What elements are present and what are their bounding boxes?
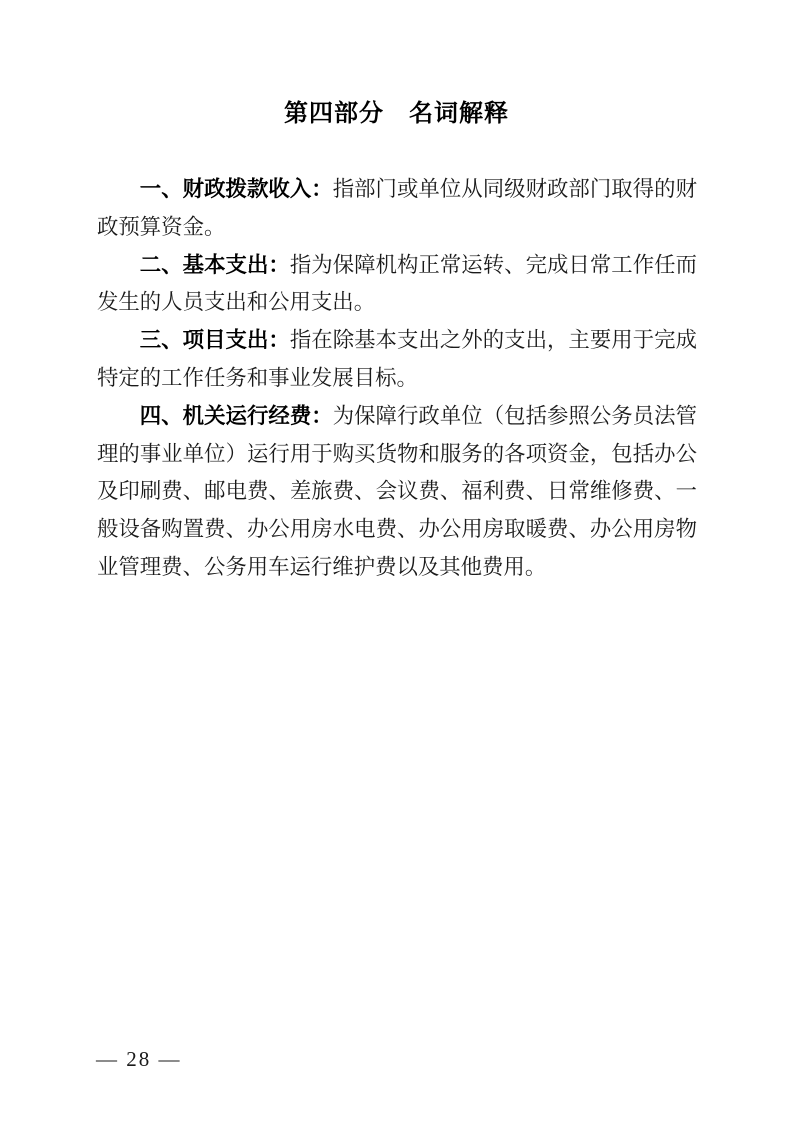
document-body (97, 171, 697, 587)
term-definition-agency-operating-expenses: 为保障行政单位（包括参照公务员法管理的事业单位）运行用于购买货物和服务的各项资金，包括办公及印刷费、邮电费、差旅费、会议费、福利费、日常维修费、一般设备购置费、办公用房水电费、办公用房取暖费、办公用房物业管理费、公务用车运行维护费以及其他费用。 (97, 403, 697, 579)
term-label-project-expenditure: 三、项目支出： (139, 328, 290, 353)
term-label-agency-operating-expenses: 四、机关运行经费： (139, 403, 333, 428)
term-label-fiscal-appropriation-income: 一、财政拨款收入： (139, 177, 333, 201)
page-title: 第四部分 名词解释 (284, 100, 509, 127)
term-definition-project-expenditure: 指在除基本支出之外的支出，主要用于完成特定的工作任务和事业发展目标。 (97, 328, 697, 390)
definition-paragraph-3 (97, 322, 697, 398)
term-label-basic-expenditure: 二、基本支出： (139, 252, 290, 277)
term-definition-basic-expenditure: 指为保障机构正常运转、完成日常工作任而发生的人员支出和公用支出。 (97, 252, 697, 315)
page-number: — 28 — (96, 1047, 182, 1071)
definition-paragraph-1 (97, 171, 697, 247)
definition-paragraph-4 (97, 398, 697, 587)
term-definition-fiscal-appropriation-income: 指部门或单位从同级财政部门取得的财政预算资金。 (97, 177, 697, 239)
definition-paragraph-2 (97, 247, 697, 323)
